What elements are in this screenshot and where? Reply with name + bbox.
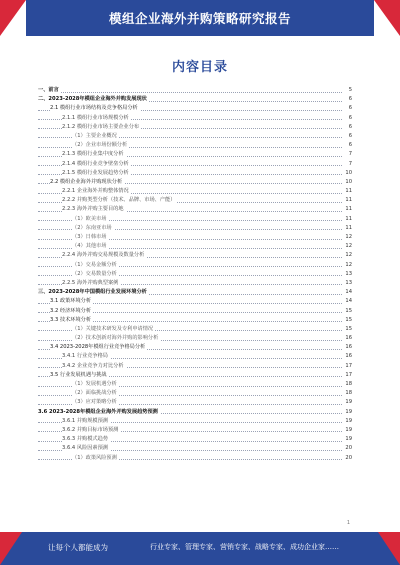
toc-entry-page: 11: [343, 187, 352, 196]
toc-entry-page: 7: [347, 150, 352, 159]
toc-entry[interactable]: [38, 224, 352, 233]
toc-entry-page: 15: [343, 316, 352, 325]
toc-entry-label: 2.1.4 模组行业竞争壁垒分析: [62, 160, 131, 169]
toc-entry[interactable]: [38, 150, 352, 159]
toc-entry-label: 2.2 模组企业海外并购现状分析: [50, 178, 124, 187]
toc-entry[interactable]: [38, 334, 352, 343]
toc-entry-label: （4）其他市场: [72, 242, 108, 251]
toc-entry[interactable]: [38, 352, 352, 361]
toc-entry-label: 2.2.3 海外并购主要目的地: [62, 205, 126, 214]
toc-entry-label: 一、前言: [38, 86, 61, 95]
toc-entry[interactable]: [38, 104, 352, 113]
toc-entry-page: 7: [347, 160, 352, 169]
toc-entry-label: （2）面临挑战分析: [72, 389, 119, 398]
toc-entry-label: 3.3 技术环境分析: [50, 316, 93, 325]
toc-entry-label: 三、2023-2028年中国模组行业发展环境分析: [38, 288, 149, 297]
toc-entry-page: 18: [343, 389, 352, 398]
toc-entry-label: 二、2023-2028年模组企业海外并购发展现状: [38, 95, 149, 104]
page-footer: [0, 532, 400, 565]
toc-entry-page: 6: [347, 114, 352, 123]
toc-entry[interactable]: [38, 261, 352, 270]
toc-entry-label: 2.1.3 模组行业集中度分析: [62, 150, 126, 159]
toc-entry-label: 2.2.2 并购类型分析（技术、品牌、市场、产能）: [62, 196, 177, 205]
toc-entry-label: （1）交易金额分析: [72, 261, 119, 270]
toc-entry-label: 3.4 2023-2028年模组行业竞争格局分析: [50, 343, 147, 352]
toc-entry-page: 10: [343, 178, 352, 187]
toc-entry-label: 3.4.1 行业竞争格局: [62, 352, 110, 361]
toc-entry-label: 3.4.2 企业竞争力对比分析: [62, 362, 126, 371]
toc-entry[interactable]: [38, 343, 352, 352]
toc-entry[interactable]: [38, 435, 352, 444]
toc-entry-page: 16: [343, 352, 352, 361]
toc-entry[interactable]: [38, 178, 352, 187]
toc-entry-page: 17: [343, 362, 352, 371]
toc-entry-page: 19: [343, 417, 352, 426]
toc-entry[interactable]: [38, 288, 352, 297]
toc-entry-page: 18: [343, 380, 352, 389]
toc-entry-page: 14: [343, 288, 352, 297]
toc-entry[interactable]: [38, 444, 352, 453]
toc-entry-label: （1）发展机遇分析: [72, 380, 119, 389]
toc-entry[interactable]: [38, 417, 352, 426]
toc-entry[interactable]: [38, 233, 352, 242]
toc-entry-page: 11: [343, 215, 352, 224]
toc-entry-page: 19: [343, 408, 352, 417]
toc-entry-page: 6: [347, 123, 352, 132]
toc-entry-label: 3.6.4 风险因素预测: [62, 444, 110, 453]
toc-entry-label: （2）企业市场份额分析: [72, 141, 129, 150]
toc-entry[interactable]: [38, 279, 352, 288]
toc-entry-page: 17: [343, 371, 352, 380]
toc-entry-page: 6: [347, 104, 352, 113]
toc-entry-label: （3）日韩市场: [72, 233, 108, 242]
toc-entry[interactable]: [38, 86, 352, 95]
toc-entry[interactable]: [38, 362, 352, 371]
page-header: [0, 0, 400, 36]
toc-entry-page: 19: [343, 426, 352, 435]
toc-entry[interactable]: [38, 114, 352, 123]
toc-entry-page: 16: [343, 343, 352, 352]
toc-entry-page: 6: [347, 132, 352, 141]
toc-entry-page: 11: [343, 196, 352, 205]
footer-slogan: 让每个人都能成为: [48, 543, 108, 552]
toc-entry[interactable]: [38, 169, 352, 178]
toc-leader-dots: [38, 92, 342, 93]
table-of-contents: [38, 86, 352, 463]
toc-entry[interactable]: [38, 270, 352, 279]
toc-entry-page: 12: [343, 233, 352, 242]
toc-entry-page: 6: [347, 141, 352, 150]
toc-entry-label: （1）欧美市场: [72, 215, 108, 224]
toc-entry-label: 3.5 行业发展机遇与挑战: [50, 371, 109, 380]
footer-roles: 行业专家、管理专家、营销专家、战略专家、成功企业家……: [150, 543, 339, 551]
toc-entry[interactable]: [38, 325, 352, 334]
toc-entry-label: （1）政策风险预测: [72, 454, 119, 463]
toc-entry-label: （2）交易数量分析: [72, 270, 119, 279]
toc-entry-page: 20: [343, 444, 352, 453]
report-title: 模组企业海外并购策略研究报告: [108, 11, 291, 26]
toc-entry-label: （2）技术创新对海外并购的影响分析: [72, 334, 160, 343]
page-number: 1: [346, 520, 350, 526]
toc-entry-page: 13: [343, 279, 352, 288]
toc-entry-page: 5: [347, 86, 352, 95]
toc-entry-page: 12: [343, 242, 352, 251]
toc-entry[interactable]: [38, 215, 352, 224]
toc-entry[interactable]: [38, 132, 352, 141]
toc-entry-label: 3.1 政策环境分析: [50, 297, 93, 306]
footer-left-accent: [0, 532, 22, 565]
toc-entry-label: 2.1.5 模组行业发展趋势分析: [62, 169, 131, 178]
toc-entry-page: 11: [343, 205, 352, 214]
toc-entry-label: 3.2 经济环境分析: [50, 307, 93, 316]
toc-entry-page: 12: [343, 261, 352, 270]
toc-entry[interactable]: [38, 297, 352, 306]
toc-entry-page: 19: [343, 398, 352, 407]
toc-entry-page: 11: [343, 224, 352, 233]
toc-entry[interactable]: [38, 95, 352, 104]
toc-entry[interactable]: [38, 454, 352, 463]
toc-entry[interactable]: [38, 205, 352, 214]
toc-heading: 内容目录: [171, 60, 228, 75]
toc-entry-page: 10: [343, 169, 352, 178]
toc-entry-label: 2.1.1 模组行业市场规模分析: [62, 114, 131, 123]
toc-entry[interactable]: [38, 371, 352, 380]
toc-entry-page: 15: [343, 325, 352, 334]
toc-entry-label: 2.2.1 企业海外并购整体情况: [62, 187, 131, 196]
toc-entry[interactable]: [38, 141, 352, 150]
toc-entry-label: 2.2.4 海外并购交易规模及数量分析: [62, 251, 146, 260]
toc-entry-page: 15: [343, 307, 352, 316]
toc-entry[interactable]: [38, 408, 352, 417]
toc-entry[interactable]: [38, 251, 352, 260]
toc-entry[interactable]: [38, 307, 352, 316]
toc-entry[interactable]: [38, 426, 352, 435]
toc-entry-label: （3）应对策略分析: [72, 398, 119, 407]
toc-entry[interactable]: [38, 316, 352, 325]
toc-entry-label: 3.6.2 并购目标市场预测: [62, 426, 120, 435]
toc-entry-page: 20: [343, 454, 352, 463]
toc-entry-label: （1）关键技术研发及专利申请情况: [72, 325, 155, 334]
toc-entry-label: 3.6.1 并购规模预测: [62, 417, 110, 426]
toc-entry[interactable]: [38, 196, 352, 205]
toc-entry-page: 19: [343, 435, 352, 444]
footer-right-accent: [378, 532, 400, 565]
toc-entry-label: 2.2.5 海外并购典型案例: [62, 279, 120, 288]
toc-entry-page: 16: [343, 334, 352, 343]
toc-entry[interactable]: [38, 187, 352, 196]
toc-entry-label: 3.6.3 并购模式趋势: [62, 435, 110, 444]
toc-entry[interactable]: [38, 398, 352, 407]
toc-entry-label: 2.1 模组行业市场结构及竞争格局分析: [50, 104, 140, 113]
toc-entry[interactable]: [38, 380, 352, 389]
toc-entry-page: 14: [343, 297, 352, 306]
toc-entry-label: 3.6 2023-2028年模组企业海外并购发展趋势预测: [38, 408, 160, 417]
toc-entry[interactable]: [38, 242, 352, 251]
toc-entry-page: 6: [347, 95, 352, 104]
toc-entry-page: 12: [343, 251, 352, 260]
toc-entry-page: 13: [343, 270, 352, 279]
toc-entry-label: （1）主要企业概况: [72, 132, 119, 141]
toc-entry-label: 2.1.2 模组行业市场主要企业分布: [62, 123, 141, 132]
toc-entry-label: （2）东南亚市场: [72, 224, 114, 233]
toc-entry[interactable]: [38, 160, 352, 169]
toc-entry[interactable]: [38, 123, 352, 132]
toc-entry[interactable]: [38, 389, 352, 398]
